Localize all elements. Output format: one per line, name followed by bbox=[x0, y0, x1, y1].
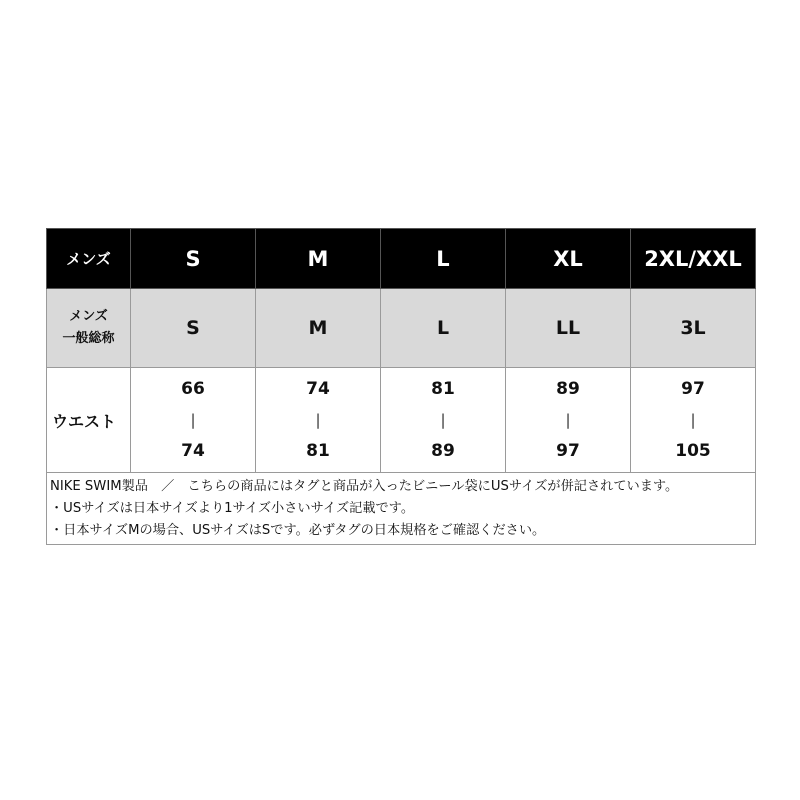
general-size-row bbox=[47, 289, 756, 368]
waist-label: ウエスト bbox=[47, 368, 131, 473]
note-line-3: ・日本サイズMの場合、USサイズはSです。必ずタグの日本規格をご確認ください。 bbox=[50, 523, 546, 538]
waist-min: 97 bbox=[681, 379, 705, 399]
waist-min: 74 bbox=[306, 379, 330, 399]
waist-cell bbox=[631, 368, 756, 473]
waist-max: 105 bbox=[675, 441, 711, 461]
range-separator: | bbox=[440, 411, 446, 429]
header-size-l: L bbox=[381, 229, 506, 289]
waist-cell bbox=[506, 368, 631, 473]
header-size-m: M bbox=[256, 229, 381, 289]
range-separator: | bbox=[315, 411, 321, 429]
header-size-s: S bbox=[131, 229, 256, 289]
general-size-3l: 3L bbox=[631, 289, 756, 368]
header-size-xl: XL bbox=[506, 229, 631, 289]
note-line-1: NIKE SWIM製品 ／ こちらの商品にはタグと商品が入ったビニール袋にUSサイズが併記されています。 bbox=[50, 479, 679, 494]
waist-row bbox=[47, 368, 756, 473]
waist-min: 66 bbox=[181, 379, 205, 399]
waist-cell bbox=[381, 368, 506, 473]
general-size-s: S bbox=[131, 289, 256, 368]
range-separator: | bbox=[690, 411, 696, 429]
general-size-m: M bbox=[256, 289, 381, 368]
general-size-label bbox=[47, 289, 131, 368]
general-label-line2: 一般総称 bbox=[62, 331, 115, 346]
general-size-ll: LL bbox=[506, 289, 631, 368]
note-line-2: ・USサイズは日本サイズより1サイズ小さいサイズ記載です。 bbox=[50, 501, 415, 516]
range-separator: | bbox=[565, 411, 571, 429]
waist-max: 97 bbox=[556, 441, 580, 461]
waist-max: 74 bbox=[181, 441, 205, 461]
general-size-l: L bbox=[381, 289, 506, 368]
range-separator: | bbox=[190, 411, 196, 429]
waist-max: 81 bbox=[306, 441, 330, 461]
header-row bbox=[47, 229, 756, 289]
size-chart-table bbox=[46, 228, 756, 545]
notes-row bbox=[47, 473, 756, 545]
waist-min: 89 bbox=[556, 379, 580, 399]
waist-min: 81 bbox=[431, 379, 455, 399]
notes-cell bbox=[47, 473, 756, 545]
waist-max: 89 bbox=[431, 441, 455, 461]
header-size-2xl: 2XL/XXL bbox=[631, 229, 756, 289]
general-label-line1: メンズ bbox=[69, 309, 108, 324]
waist-cell bbox=[256, 368, 381, 473]
header-label: メンズ bbox=[47, 229, 131, 289]
waist-cell bbox=[131, 368, 256, 473]
